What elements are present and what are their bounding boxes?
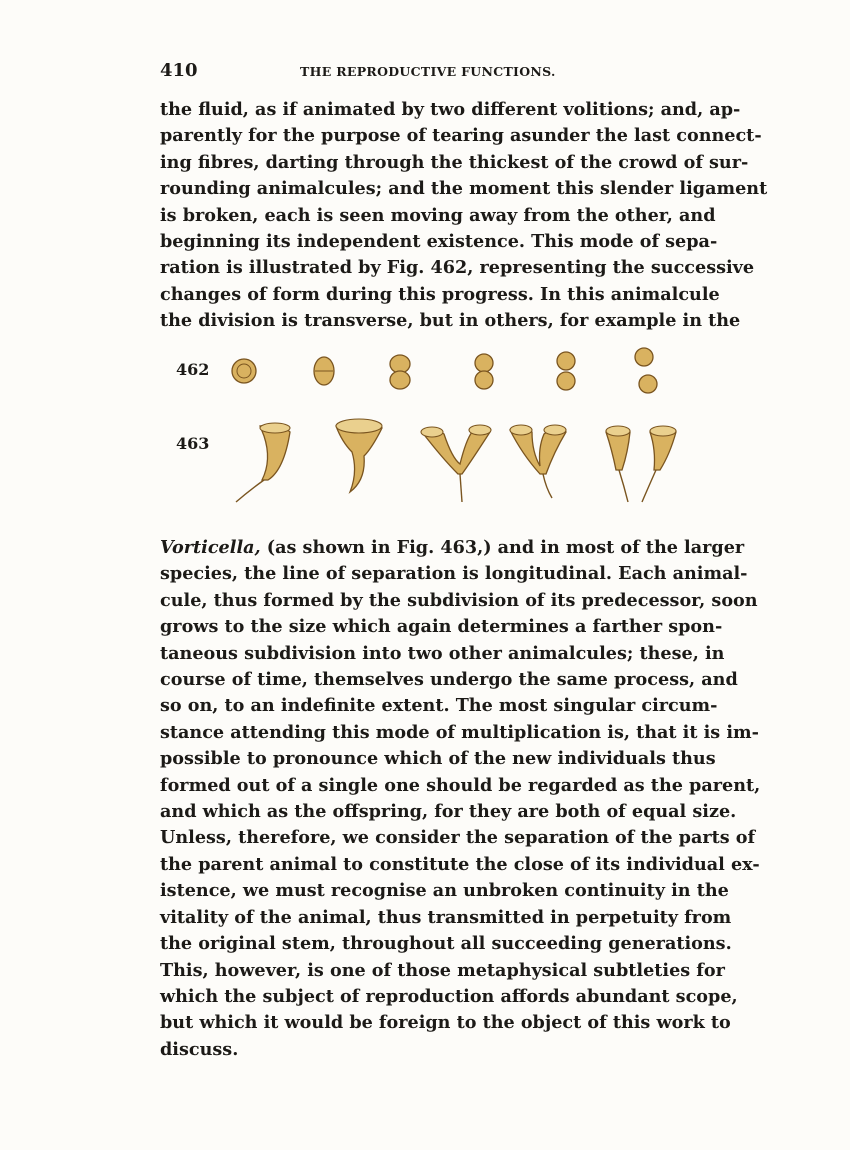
page-header bbox=[160, 60, 690, 88]
text-line: Unless, therefore, we consider the separation of the parts of bbox=[160, 827, 756, 849]
text-line: the original stem, throughout all succeeding generations. bbox=[160, 933, 732, 955]
vorticella-stage-5 bbox=[606, 426, 676, 502]
text-segment: (as shown in Fig. 463,) and in most of the larger bbox=[260, 537, 745, 558]
figure-illustrations bbox=[160, 340, 700, 510]
text-line: the parent animal to constitute the close of its individual ex- bbox=[160, 853, 760, 875]
figure-462-stages bbox=[232, 348, 657, 393]
figure-463-label: 463 bbox=[176, 434, 210, 453]
text-line: cule, thus formed by the subdivision of its predecessor, soon bbox=[160, 589, 758, 611]
text-line: the fluid, as if animated by two different volitions; and, ap- bbox=[160, 99, 741, 120]
text-line: istence, we must recognise an unbroken continuity in the bbox=[160, 880, 729, 902]
text-line: but which it would be foreign to the object of this work to bbox=[160, 1012, 731, 1034]
vorticella-stage-4 bbox=[510, 425, 566, 498]
text-line: species, the line of separation is longitudinal. Each animal- bbox=[160, 563, 748, 585]
figure-462-463 bbox=[160, 340, 700, 510]
text-line: formed out of a single one should be regarded as the parent, bbox=[160, 774, 761, 796]
text-line: so on, to an indefinite extent. The most singular circum- bbox=[160, 695, 718, 717]
division-stage-6 bbox=[635, 348, 657, 393]
text-line: stance attending this mode of multiplication is, that it is im- bbox=[160, 721, 759, 743]
paragraph-top bbox=[160, 97, 768, 335]
vorticella-term: Vorticella, bbox=[160, 537, 261, 558]
vorticella-stage-3 bbox=[421, 425, 491, 502]
text-line: ration is illustrated by Fig. 462, representing the successive bbox=[160, 257, 755, 279]
running-title: THE REPRODUCTIVE FUNCTIONS. bbox=[300, 64, 556, 79]
division-stage-4 bbox=[475, 354, 493, 389]
text-line: course of time, themselves undergo the same process, and bbox=[160, 669, 738, 691]
text-line: changes of form during this progress. In this animalcule bbox=[160, 283, 720, 305]
text-line: which the subject of reproduction affords abundant scope, bbox=[160, 985, 738, 1007]
text-line bbox=[160, 535, 745, 561]
text-line: grows to the size which again determines a farther spon- bbox=[160, 616, 723, 638]
figure-462-label: 462 bbox=[176, 360, 210, 379]
text-line: beginning its independent existence. This mode of sepa- bbox=[160, 231, 718, 253]
text-line: ing fibres, darting through the thickest of the crowd of sur- bbox=[160, 151, 749, 173]
text-line: This, however, is one of those metaphysical subtleties for bbox=[160, 959, 725, 981]
text-line: discuss. bbox=[160, 1038, 239, 1060]
division-stage-5 bbox=[557, 352, 575, 390]
page-number: 410 bbox=[160, 60, 198, 81]
text-line: is broken, each is seen moving away from the other, and bbox=[160, 204, 716, 226]
text-line: taneous subdivision into two other animalcules; these, in bbox=[160, 642, 725, 664]
vorticella-stage-1 bbox=[236, 423, 290, 502]
paragraph-bottom bbox=[160, 535, 761, 1063]
text-line: parently for the purpose of tearing asunder the last connect- bbox=[160, 125, 762, 147]
text-line: the division is transverse, but in others, for example in the bbox=[160, 310, 741, 332]
text-line: possible to pronounce which of the new individuals thus bbox=[160, 748, 716, 770]
text-line: and which as the offspring, for they are both of equal size. bbox=[160, 801, 737, 823]
division-stage-2 bbox=[314, 357, 334, 385]
division-stage-1 bbox=[232, 359, 256, 383]
text-line: rounding animalcules; and the moment this slender ligament bbox=[160, 178, 768, 200]
text-line: vitality of the animal, thus transmitted in perpetuity from bbox=[160, 906, 732, 928]
division-stage-3 bbox=[390, 355, 410, 389]
vorticella-stage-2 bbox=[336, 419, 382, 492]
figure-463-vorticella bbox=[236, 419, 676, 502]
